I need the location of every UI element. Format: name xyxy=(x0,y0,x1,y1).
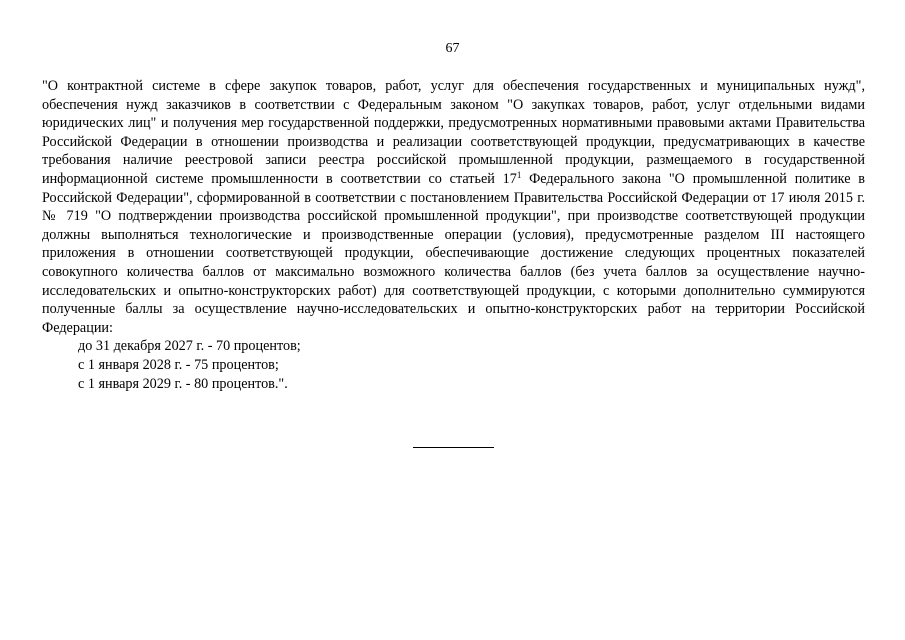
list-item-2028: с 1 января 2028 г. - 75 процентов; xyxy=(78,356,279,373)
list-item-2027: до 31 декабря 2027 г. - 70 процентов; xyxy=(78,338,301,355)
paragraph-text-part1: "О контрактной системе в сфере закупок товаров, работ, услуг для обеспечения государственных и муниципальных нужд", обеспечения нужд заказчиков в соответствии с Федеральным законом "О закупках товаров, работ, услуг отдельными видами юридических лиц" и получения мер государственной поддержки, предусмотренных нормативными правовыми актами Правительства Российской Федерации в отношении производства и реализации соответствующей продукции, предусматривающих в качестве требования наличие реестровой записи реестра российской промышленной продукции, размещаемого в государственной информационной системе промышленности в соответствии со статьей 17 xyxy=(42,78,865,187)
document-body xyxy=(42,77,865,393)
article-superscript: 1 xyxy=(516,169,522,180)
list-item-2029: с 1 января 2029 г. - 80 процентов.". xyxy=(78,375,288,392)
paragraph-text-part2: Федерального закона "О промышленной политике в Российской Федерации", сформированной в соответствии с постановлением Правительства Российской Федерации от 17 июля 2015 г. № 719 "О подтверждении производства российской промышленной продукции", при производстве соответствующей продукции должны выполняться технологические и производственные операции (условия), предусмотренные разделом III настоящего приложения в отношении соответствующей продукции, обеспечивающие достижение следующих процентных показателей совокупного количества баллов от максимально возможного количества баллов (без учета баллов за осуществление научно-исследовательских и опытно-конструкторских работ) для соответствующей продукции, с которыми дополнительно суммируются полученные баллы за осуществление научно-исследовательских и опытно-конструкторских работ на территории Российской Федерации: xyxy=(42,170,865,336)
main-paragraph xyxy=(42,77,865,337)
end-of-section-rule xyxy=(413,447,494,448)
page-number: 67 xyxy=(445,41,460,56)
